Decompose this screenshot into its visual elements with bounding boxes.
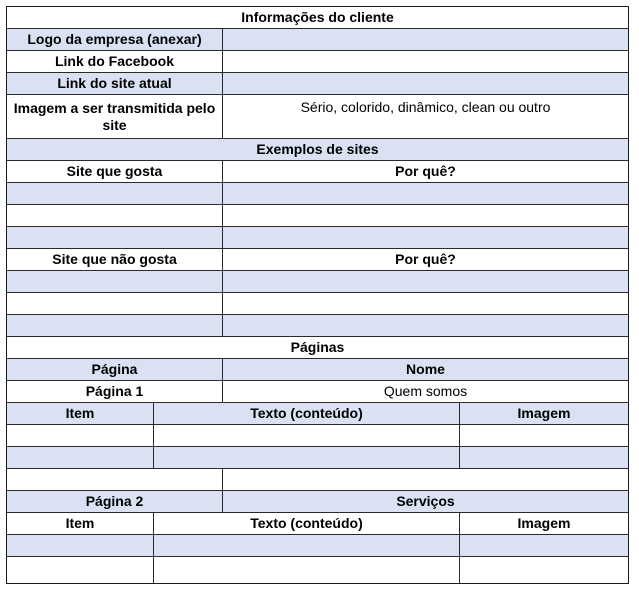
likes-why-label: Por quê? [222, 161, 628, 182]
dislikes-row-3 [7, 315, 628, 337]
pages-title: Páginas [290, 339, 345, 355]
likes-row-2 [7, 205, 628, 227]
dislikes-header-row [7, 249, 628, 271]
image-row [7, 95, 628, 139]
text-col-header: Texto (conteúdo) [153, 513, 459, 534]
site-row [7, 73, 628, 95]
site-label: Link do site atual [57, 75, 172, 91]
text-col-header: Texto (conteúdo) [153, 403, 459, 424]
dislikes-why-cell[interactable] [222, 315, 628, 336]
image-value[interactable]: Sério, colorido, dinâmico, clean ou outro [222, 95, 628, 138]
page2-item-row [7, 535, 628, 557]
logo-row [7, 29, 628, 51]
text-cell[interactable] [153, 425, 459, 446]
facebook-value-cell[interactable] [222, 51, 628, 72]
form-title-row [7, 7, 628, 29]
image-cell[interactable] [459, 535, 628, 556]
page2-items-header [7, 513, 628, 535]
name-col-header: Nome [222, 359, 628, 380]
site-value-cell[interactable] [222, 73, 628, 94]
page1-items-header [7, 403, 628, 425]
likes-why-cell[interactable] [222, 205, 628, 226]
page-col-header: Página [91, 361, 138, 377]
dislikes-site-cell[interactable] [7, 271, 222, 292]
likes-site-cell[interactable] [7, 227, 222, 248]
dislikes-why-label: Por quê? [222, 249, 628, 270]
facebook-label: Link do Facebook [54, 53, 174, 69]
examples-title: Exemplos de sites [256, 141, 379, 157]
dislikes-row-1 [7, 271, 628, 293]
dislikes-why-cell[interactable] [222, 293, 628, 314]
text-cell[interactable] [153, 535, 459, 556]
logo-label: Logo da empresa (anexar) [27, 31, 202, 47]
dislikes-row-2 [7, 293, 628, 315]
item-cell[interactable] [7, 535, 153, 556]
likes-row-1 [7, 183, 628, 205]
image-cell[interactable] [459, 447, 628, 468]
item-cell[interactable] [7, 557, 153, 583]
page1-name[interactable]: Quem somos [222, 381, 628, 402]
pages-header-row [7, 359, 628, 381]
likes-label: Site que gosta [66, 163, 163, 179]
logo-value-cell[interactable] [222, 29, 628, 50]
image-col-header: Imagem [459, 403, 628, 424]
text-cell[interactable] [153, 557, 459, 583]
likes-why-cell[interactable] [222, 183, 628, 204]
page2-label: Página 2 [85, 493, 144, 509]
item-cell[interactable] [7, 425, 153, 446]
page1-spacer-row [7, 469, 628, 491]
item-col-header: Item [65, 405, 95, 421]
text-cell[interactable] [153, 447, 459, 468]
image-cell[interactable] [459, 425, 628, 446]
page1-item-row [7, 425, 628, 447]
page2-name[interactable]: Serviços [222, 491, 628, 512]
client-info-form [6, 6, 629, 584]
spacer-cell [7, 469, 222, 490]
likes-site-cell[interactable] [7, 205, 222, 226]
image-label: Imagem a ser transmitida pelo site [13, 99, 216, 133]
page1-item-row [7, 447, 628, 469]
dislikes-site-cell[interactable] [7, 315, 222, 336]
pages-title-row [7, 337, 628, 359]
item-col-header: Item [65, 515, 95, 531]
form-title: Informações do cliente [241, 9, 394, 25]
page1-row [7, 381, 628, 403]
examples-title-row [7, 139, 628, 161]
spacer-cell [222, 469, 628, 490]
likes-why-cell[interactable] [222, 227, 628, 248]
likes-site-cell[interactable] [7, 183, 222, 204]
dislikes-site-cell[interactable] [7, 293, 222, 314]
facebook-row [7, 51, 628, 73]
page1-label: Página 1 [85, 383, 144, 399]
dislikes-why-cell[interactable] [222, 271, 628, 292]
image-cell[interactable] [459, 557, 628, 583]
page2-row [7, 491, 628, 513]
dislikes-label: Site que não gosta [52, 251, 177, 267]
image-col-header: Imagem [459, 513, 628, 534]
page2-item-row [7, 557, 628, 583]
item-cell[interactable] [7, 447, 153, 468]
likes-row-3 [7, 227, 628, 249]
likes-header-row [7, 161, 628, 183]
